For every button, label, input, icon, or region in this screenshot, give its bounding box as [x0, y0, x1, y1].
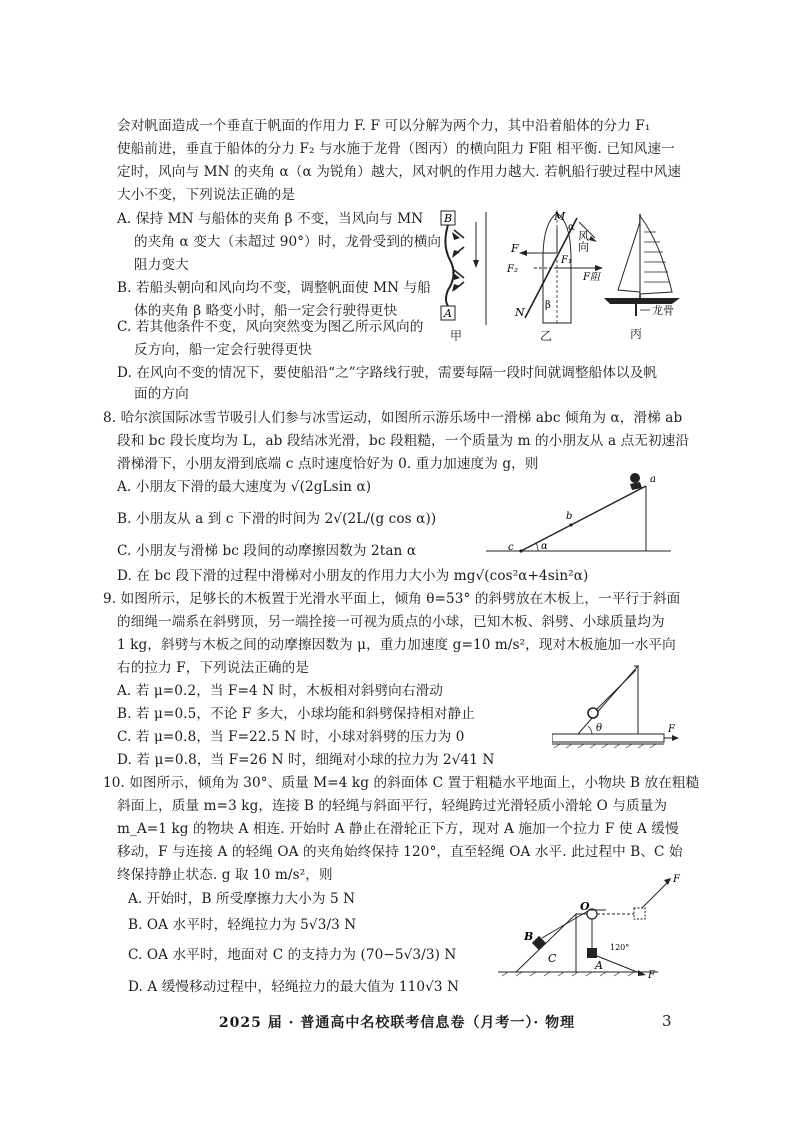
text-line-p3: 定时，风向与 MN 的夹角 α（α 为锐角）越大，风对帆的作用力越大. 若帆船行驶过程中风速 — [117, 164, 682, 180]
fig9-label-F: F — [668, 724, 675, 735]
text-line-p2: 使船前进，垂直于船体的分力 F₂ 与水施于龙骨（图丙）的横向阻力 F阻 相平衡. 已知风速一 — [117, 141, 675, 157]
fig8-label-alpha: α — [541, 541, 548, 552]
page-footer-title: 2025 届 · 普通高中名校联考信息卷（月考一）· 物理 — [218, 1015, 576, 1031]
text-line-q7a1: A. 保持 MN 与船体的夹角 β 不变，当风向与 MN — [117, 211, 424, 227]
figure-q9-wedge — [552, 662, 680, 756]
text-line-q10s1: 10. 如图所示，倾角为 30°、质量 M=4 kg 的斜面体 C 置于粗糙水平地面上，小物块 B 放在粗糙 — [103, 775, 700, 791]
fig10-label-O: O — [580, 900, 590, 913]
fig7-label-keel: 龙骨 — [652, 304, 674, 317]
text-line-p4: 大小不变，下列说法正确的是 — [117, 187, 296, 203]
text-line-q10s2: 斜面上，质量 m=3 kg，连接 B 的轻绳与斜面平行，轻绳跨过光滑轻质小滑轮 O 与质量为 — [117, 798, 668, 814]
text-line-q7a2: 的夹角 α 变大（未超过 90°）时，龙骨受到的横向 — [134, 234, 442, 250]
text-line-q10c: C. OA 水平时，地面对 C 的支持力为 (70−5√3/3) N — [128, 947, 457, 963]
fig7-label-Fzu: F阻 — [583, 272, 600, 283]
text-line-q9s3: 1 kg，斜劈与木板之间的动摩擦因数为 μ，重力加速度 g=10 m/s²，现对木板施加一水平向 — [117, 637, 676, 653]
text-line-q7b1: B. 若船头朝向和风向均不变，调整帆面使 MN 与船 — [117, 280, 431, 296]
text-line-q10a: A. 开始时，B 所受摩擦力大小为 5 N — [128, 891, 356, 907]
text-line-q9d: D. 若 μ=0.8，当 F=26 N 时，细绳对小球的拉力为 2√41 N — [117, 752, 495, 768]
text-line-q8s2: 段和 bc 段长度均为 L，ab 段结冰光滑，bc 段粗糙，一个质量为 m 的小朋友从 a 点无初速沿 — [117, 433, 690, 449]
text-line-q7c1: C. 若其他条件不变，风向突然变为图乙所示风向的 — [117, 319, 424, 335]
text-line-q8s1: 8. 哈尔滨国际冰雪节吸引人们参与冰雪运动，如图所示游乐场中一滑梯 abc 倾角为 α，滑梯 ab — [103, 410, 683, 426]
fig7-label-alpha: α — [568, 222, 575, 233]
fig7-label-F1: F₁ — [561, 255, 572, 266]
fig8-label-a: a — [650, 474, 656, 485]
text-line-q9s4: 右的拉力 F，下列说法正确的是 — [117, 660, 309, 676]
text-line-q9s1: 9. 如图所示，足够长的木板置于光滑水平面上，倾角 θ=53° 的斜劈放在木板上，一平行于斜面 — [103, 591, 681, 607]
text-line-q8a: A. 小朋友下滑的最大速度为 √(2gLsin α) — [117, 479, 372, 495]
fig7-label-B: B — [444, 212, 453, 225]
figure-yi — [505, 208, 605, 343]
text-line-q9b: B. 若 μ=0.5，不论 F 多大，小球均能和斜劈保持相对静止 — [117, 706, 475, 722]
text-line-q8d: D. 在 bc 段下滑的过程中滑梯对小朋友的作用力大小为 mg√(cos²α+4sin²α) — [117, 568, 589, 584]
fig10-label-A: A — [595, 959, 603, 972]
fig8-label-b: b — [566, 511, 573, 522]
text-line-q7b2: 体的夹角 β 略变小时，船一定会行驶得更快 — [134, 303, 398, 319]
fig7-caption-yi: 乙 — [540, 329, 553, 343]
text-line-q8s3: 滑梯滑下，小朋友滑到底端 c 点时速度恰好为 0. 重力加速度为 g，则 — [117, 456, 539, 472]
text-line-q10s4: 移动，F 与连接 A 的轻绳 OA 的夹角始终保持 120°，直至轻绳 OA 水平. 此过程中 B、C 始 — [117, 844, 683, 860]
text-line-q10b: B. OA 水平时，轻绳拉力为 5√3/3 N — [128, 917, 357, 933]
page-number: 3 — [662, 1012, 672, 1030]
text-line-q9a: A. 若 μ=0.2，当 F=4 N 时，木板相对斜劈向右滑动 — [117, 683, 443, 699]
fig7-label-M: M — [554, 210, 566, 223]
fig7-label-wind: 风向 — [576, 230, 590, 252]
text-line-q7d1: D. 在风向不变的情况下，要使船沿“之”字路线行驶，需要每隔一段时间就调整船体以及帆 — [117, 365, 658, 381]
fig7-label-beta: β — [545, 300, 551, 311]
fig7-label-N: N — [515, 306, 525, 319]
text-line-q7d2: 面的方向 — [134, 386, 189, 402]
fig10-label-angle: 120° — [610, 943, 630, 952]
fig10-label-B: B — [524, 930, 534, 943]
fig7-caption-bing: 丙 — [630, 327, 643, 341]
fig7-label-A: A — [444, 307, 452, 320]
fig10-label-F-bottom: F — [648, 970, 655, 980]
figure-bing — [600, 212, 692, 341]
fig8-label-c: c — [508, 542, 514, 553]
fig10-label-F-top: F — [673, 874, 680, 885]
text-line-q7c2: 反方向，船一定会行驶得更快 — [134, 342, 313, 358]
text-line-q9c: C. 若 μ=0.8，当 F=22.5 N 时，小球对斜劈的压力为 0 — [117, 729, 465, 745]
text-line-q10s5: 终保持静止状态. g 取 10 m/s²，则 — [117, 867, 333, 883]
fig10-label-C: C — [548, 952, 557, 965]
fig7-caption-jia: 甲 — [450, 329, 463, 343]
fig7-label-F2: F₂ — [507, 264, 518, 275]
text-line-q7a3: 阻力变大 — [134, 257, 189, 273]
figure-jia — [440, 210, 492, 343]
text-line-q10d: D. A 缓慢移动过程中，轻绳拉力的最大值为 110√3 N — [128, 979, 460, 995]
figure-q8-slide — [486, 466, 671, 558]
fig7-label-F: F — [511, 242, 519, 255]
text-line-q10s3: m_A=1 kg 的物块 A 相连. 开始时 A 静止在滑轮正下方，现对 A 施加一个拉力 F 使 A 缓慢 — [117, 821, 679, 837]
fig9-label-theta: θ — [596, 723, 603, 734]
text-line-q8c: C. 小朋友与滑梯 bc 段间的动摩擦因数为 2tan α — [117, 543, 417, 559]
text-line-q9s2: 的细绳一端系在斜劈顶，另一端拴接一可视为质点的小球，已知木板、斜劈、小球质量均为 — [117, 614, 665, 630]
text-line-q8b: B. 小朋友从 a 到 c 下滑的时间为 2√(2L/(g cos α)) — [117, 511, 437, 527]
text-line-p1: 会对帆面造成一个垂直于帆面的作用力 F. F 可以分解为两个力，其中沿着船体的分力 F₁ — [117, 118, 651, 134]
figure-q10-pulley — [498, 870, 688, 980]
